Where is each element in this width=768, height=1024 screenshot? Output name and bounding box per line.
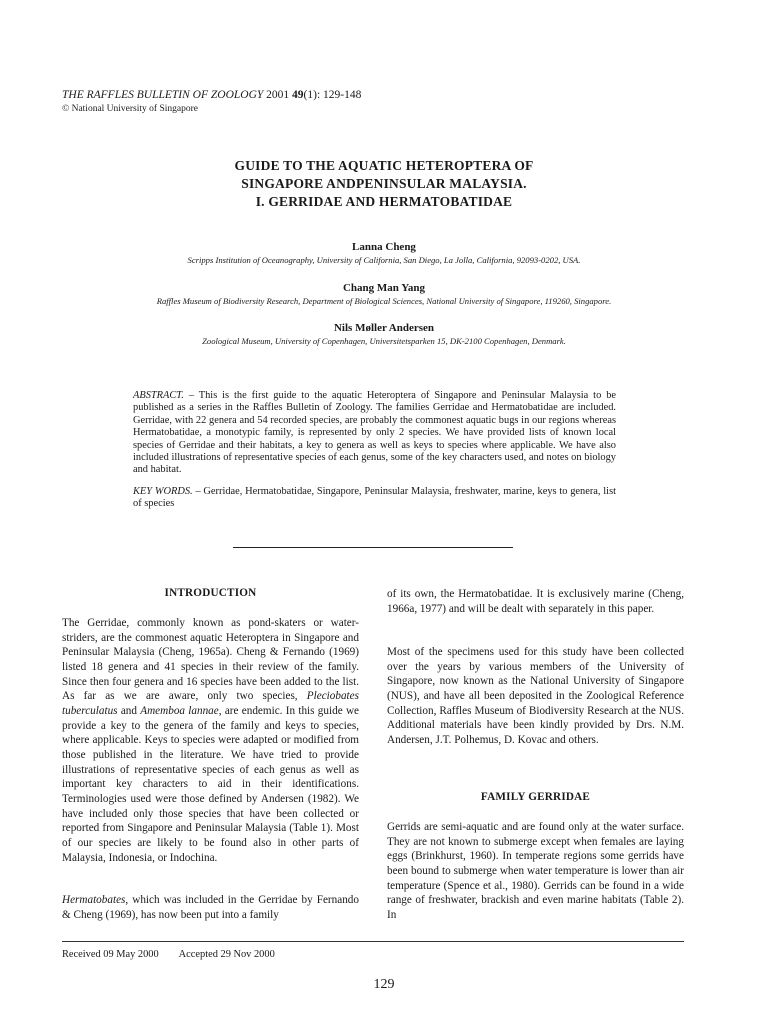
author-block-2 xyxy=(0,281,768,307)
accepted-date: Accepted 29 Nov 2000 xyxy=(178,949,275,960)
genus-name: Hermatobates xyxy=(62,894,126,906)
family-p1-text: Gerrids are semi-aquatic and are found only at the water surface. They are not known to submerge except when females are laying eggs (Brinkhurst, 1960). In temperate regions some gerrids have been bound to submerge when water temperature is lower than air temperature (Spence et al., 1980). Gerrids can be found in a wide range of freshwater, brackish and even marine habitats (Table 2). In xyxy=(387,821,684,921)
journal-year: 2001 xyxy=(266,89,290,101)
received-dates xyxy=(62,949,275,960)
intro-p4-text: Most of the specimens used for this study have been collected over the years by various members of the University of Singapore, now known as the National University of Singapore (NUS), and have all been deposited in the Zoological Reference Collection, Raffles Museum of Biodiversity Research at the NUS. Additional materials have been kindly provided by Drs. N.M. Andersen, J.T. Polhemus, D. Kovac and others. xyxy=(387,646,684,746)
intro-p2-text: , which was included in the Gerridae by Fernando & Cheng (1969), has now been put into a family xyxy=(62,894,359,921)
key-words-label: KEY WORDS. xyxy=(133,486,193,497)
intro-p3-text: of its own, the Hermatobatidae. It is exclusively marine (Cheng, 1966a, 1977) and will be dealt with separately in this paper. xyxy=(387,588,684,615)
species-name: Amemboa lannae xyxy=(140,704,219,717)
introduction-paragraph-4 xyxy=(387,645,684,748)
title-line-3: I. GERRIDAE AND HERMATOBATIDAE xyxy=(255,194,513,209)
received-date: Received 09 May 2000 xyxy=(62,949,159,960)
introduction-paragraph-3 xyxy=(387,587,684,616)
author-name: Chang Man Yang xyxy=(342,282,426,294)
section-divider xyxy=(233,547,513,548)
title-line-1: GUIDE TO THE AQUATIC HETEROPTERA OF xyxy=(234,158,534,173)
author-affiliation: Scripps Institution of Oceanography, University of California, San Diego, La Jolla, California, 92093-0202, USA. xyxy=(187,255,581,265)
intro-text-b: , are endemic. In this guide we provide a key to the genera of the family and keys to species, where applicable. Keys to species were adapted or modified from those published in the literature. We have tried to provide illustrations of representative species of each genus as well as important key characters to aid in their identifications. Terminologies used were those defined by Andersen (1982). We have included only those species that have been collected or reported from Singapore and Peninsular Malaysia (Table 1). Most of our species are likely to be found also in other parts of Malaysia, Indonesia, or Indochina. xyxy=(62,704,359,864)
introduction-paragraph-2 xyxy=(62,893,359,922)
species-name: Pleciobates tuberculatus xyxy=(62,690,359,717)
running-header xyxy=(62,88,361,116)
intro-text-a: The Gerridae, commonly known as pond-skaters or water-striders, are the commonest aquatic Heteroptera in Singapore and Peninsular Malaysia (Cheng, 1965a). Cheng & Fernando (1969) listed 18 genera and 41 species in their review of the family. Since then four genera and 16 species have been added to the list. As far as we are aware, only two species, xyxy=(62,617,359,703)
author-affiliation: Raffles Museum of Biodiversity Research, Department of Biological Sciences, National University of Singapore, 119260, Singapore. xyxy=(156,296,612,306)
copyright-line: © National University of Singapore xyxy=(62,104,198,114)
page-number: 129 xyxy=(373,977,395,992)
key-words xyxy=(133,486,616,511)
footer-rule xyxy=(62,941,684,942)
author-name: Nils Møller Andersen xyxy=(333,322,434,334)
author-affiliation: Zoological Museum, University of Copenhagen, Universitetsparken 15, DK-2100 Copenhagen, Denmark. xyxy=(202,336,566,346)
abstract-label: ABSTRACT. xyxy=(133,390,184,401)
title-line-2: SINGAPORE ANDPENINSULAR MALAYSIA. xyxy=(241,176,527,191)
paper-title xyxy=(0,157,768,211)
journal-volume: 49 xyxy=(292,89,304,101)
author-name: Lanna Cheng xyxy=(352,241,416,253)
abstract-text: – This is the first guide to the aquatic Heteroptera of Singapore and Peninsular Malaysia to be published as a series in the Raffles Bulletin of Zoology. The families Gerridae and Hermatobatidae are included. Gerridae, with 22 genera and 54 recorded species, are probably the commonest aquatic bugs in our regions whereas Hermatobatidae, a monotypic family, is represented by only 2 species. We have provided lists of known local species of Gerridae and their habitats, a key to genera as well as keys to species where applicable. We have also included illustrations of representative species of each genus, some of the key characters used, and notes on biology and habitat. xyxy=(133,390,616,476)
author-block-1 xyxy=(0,240,768,266)
family-gerridae-heading: FAMILY GERRIDAE xyxy=(480,791,591,803)
introduction-paragraph-1 xyxy=(62,616,359,865)
intro-text-and: and xyxy=(117,704,141,717)
journal-name: THE RAFFLES BULLETIN OF ZOOLOGY xyxy=(62,89,264,101)
abstract xyxy=(133,390,616,477)
author-block-3 xyxy=(0,321,768,347)
key-words-text: – Gerridae, Hermatobatidae, Singapore, Peninsular Malaysia, freshwater, marine, keys to genera, list of species xyxy=(133,486,617,510)
journal-issue-pages: (1): 129-148 xyxy=(303,89,362,101)
family-paragraph-1 xyxy=(387,820,684,923)
introduction-heading: INTRODUCTION xyxy=(164,587,257,599)
